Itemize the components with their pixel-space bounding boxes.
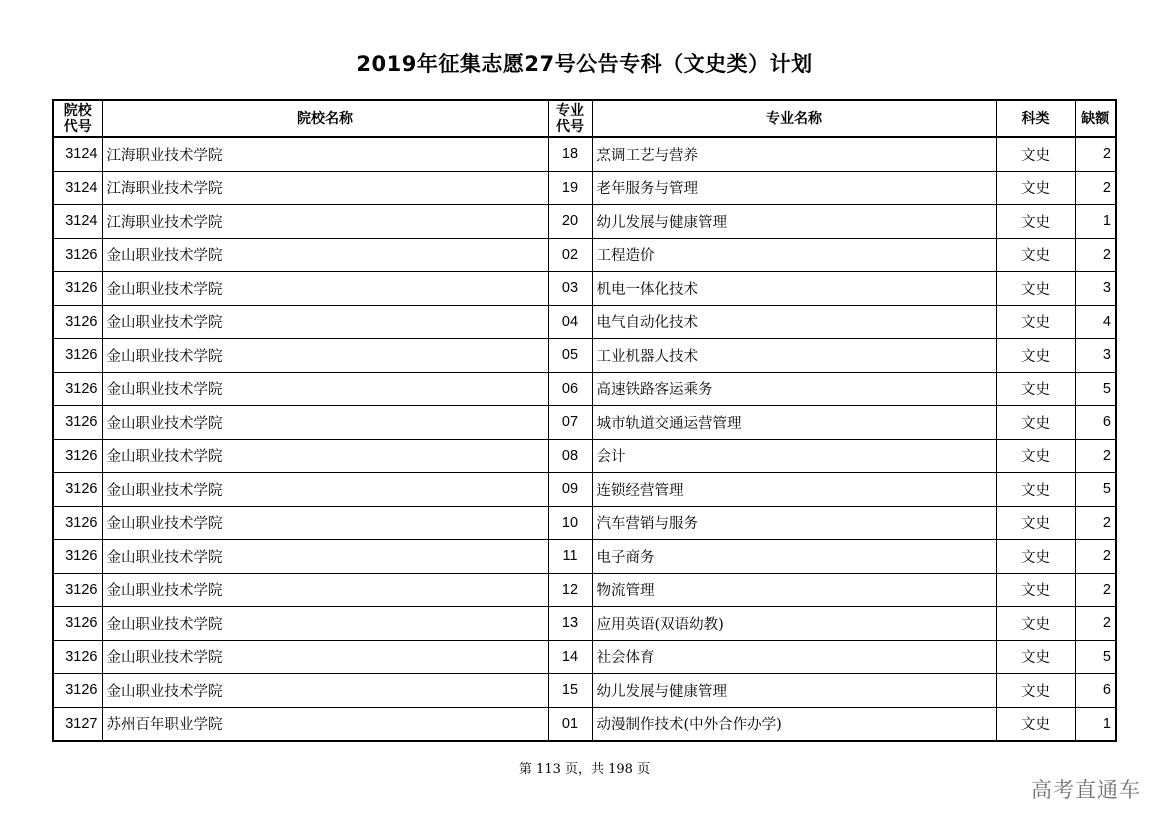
cell-category: 文史 — [996, 238, 1075, 272]
cell-major-code: 01 — [548, 707, 592, 741]
cell-school-name: 金山职业技术学院 — [102, 272, 548, 306]
table-row — [53, 573, 1116, 607]
cell-school-name: 金山职业技术学院 — [102, 305, 548, 339]
table-row — [53, 473, 1116, 507]
cell-major-code: 10 — [548, 506, 592, 540]
cell-school-code: 3124 — [53, 205, 102, 239]
cell-category: 文史 — [996, 272, 1075, 306]
cell-quota: 2 — [1075, 506, 1116, 540]
cell-major-name: 连锁经营管理 — [592, 473, 996, 507]
cell-school-name: 金山职业技术学院 — [102, 406, 548, 440]
cell-school-code: 3126 — [53, 272, 102, 306]
cell-school-code: 3126 — [53, 573, 102, 607]
cell-school-code: 3126 — [53, 473, 102, 507]
table-row — [53, 272, 1116, 306]
table-row — [53, 238, 1116, 272]
cell-major-name: 电气自动化技术 — [592, 305, 996, 339]
cell-school-name: 金山职业技术学院 — [102, 439, 548, 473]
cell-quota: 2 — [1075, 540, 1116, 574]
cell-school-name: 金山职业技术学院 — [102, 339, 548, 373]
cell-category: 文史 — [996, 171, 1075, 205]
cell-major-name: 烹调工艺与营养 — [592, 137, 996, 171]
cell-category: 文史 — [996, 674, 1075, 708]
cell-school-code: 3126 — [53, 305, 102, 339]
cell-school-name: 金山职业技术学院 — [102, 238, 548, 272]
table-row — [53, 406, 1116, 440]
cell-major-code: 20 — [548, 205, 592, 239]
cell-major-name: 工业机器人技术 — [592, 339, 996, 373]
cell-major-code: 13 — [548, 607, 592, 641]
cell-quota: 6 — [1075, 406, 1116, 440]
cell-quota: 3 — [1075, 272, 1116, 306]
header-school-code-line2: 代号 — [63, 118, 92, 135]
header-major-code-line1: 专业 — [556, 102, 584, 119]
cell-major-code: 09 — [548, 473, 592, 507]
cell-category: 文史 — [996, 339, 1075, 373]
cell-quota: 5 — [1075, 372, 1116, 406]
cell-school-name: 金山职业技术学院 — [102, 372, 548, 406]
cell-school-name: 江海职业技术学院 — [102, 137, 548, 171]
cell-major-name: 物流管理 — [592, 573, 996, 607]
cell-school-code: 3126 — [53, 540, 102, 574]
header-category: 科类 — [996, 100, 1075, 137]
cell-major-code: 06 — [548, 372, 592, 406]
cell-quota: 2 — [1075, 607, 1116, 641]
cell-school-name: 金山职业技术学院 — [102, 674, 548, 708]
cell-quota: 2 — [1075, 137, 1116, 171]
cell-major-name: 幼儿发展与健康管理 — [592, 205, 996, 239]
table-row — [53, 674, 1116, 708]
cell-category: 文史 — [996, 439, 1075, 473]
table-row — [53, 607, 1116, 641]
cell-major-name: 工程造价 — [592, 238, 996, 272]
cell-major-name: 高速铁路客运乘务 — [592, 372, 996, 406]
table-row — [53, 439, 1116, 473]
cell-major-code: 18 — [548, 137, 592, 171]
cell-category: 文史 — [996, 473, 1075, 507]
watermark-logo: 高考直通车 — [1031, 778, 1141, 802]
cell-major-code: 03 — [548, 272, 592, 306]
cell-major-code: 19 — [548, 171, 592, 205]
cell-school-name: 金山职业技术学院 — [102, 573, 548, 607]
cell-school-name: 苏州百年职业学院 — [102, 707, 548, 741]
cell-category: 文史 — [996, 573, 1075, 607]
header-school-name: 院校名称 — [102, 100, 548, 137]
page-number-footer: 第 113 页，共 198 页 — [518, 762, 651, 777]
cell-major-code: 04 — [548, 305, 592, 339]
cell-category: 文史 — [996, 640, 1075, 674]
cell-category: 文史 — [996, 137, 1075, 171]
cell-school-name: 江海职业技术学院 — [102, 205, 548, 239]
cell-quota: 2 — [1075, 573, 1116, 607]
cell-quota: 5 — [1075, 640, 1116, 674]
cell-major-code: 15 — [548, 674, 592, 708]
cell-school-name: 金山职业技术学院 — [102, 506, 548, 540]
table-row — [53, 506, 1116, 540]
cell-school-name: 金山职业技术学院 — [102, 640, 548, 674]
cell-school-code: 3126 — [53, 640, 102, 674]
cell-quota: 1 — [1075, 205, 1116, 239]
cell-quota: 1 — [1075, 707, 1116, 741]
cell-major-code: 12 — [548, 573, 592, 607]
cell-school-name: 江海职业技术学院 — [102, 171, 548, 205]
cell-school-code: 3126 — [53, 339, 102, 373]
enrollment-plan-table — [52, 99, 1117, 742]
cell-category: 文史 — [996, 305, 1075, 339]
cell-quota: 2 — [1075, 439, 1116, 473]
table-row — [53, 305, 1116, 339]
cell-quota: 2 — [1075, 238, 1116, 272]
header-school-code — [53, 100, 102, 137]
header-school-code-line1: 院校 — [63, 102, 92, 119]
cell-major-name: 动漫制作技术(中外合作办学) — [592, 707, 996, 741]
cell-school-code: 3124 — [53, 171, 102, 205]
table-row — [53, 640, 1116, 674]
cell-major-code: 07 — [548, 406, 592, 440]
cell-major-code: 08 — [548, 439, 592, 473]
cell-major-name: 应用英语(双语幼教) — [592, 607, 996, 641]
cell-category: 文史 — [996, 540, 1075, 574]
table-row — [53, 137, 1116, 171]
cell-school-code: 3124 — [53, 137, 102, 171]
cell-major-code: 11 — [548, 540, 592, 574]
cell-major-name: 幼儿发展与健康管理 — [592, 674, 996, 708]
cell-school-code: 3126 — [53, 439, 102, 473]
cell-major-code: 02 — [548, 238, 592, 272]
cell-school-code: 3126 — [53, 406, 102, 440]
cell-school-name: 金山职业技术学院 — [102, 540, 548, 574]
cell-category: 文史 — [996, 372, 1075, 406]
cell-category: 文史 — [996, 707, 1075, 741]
header-quota: 缺额 — [1075, 100, 1116, 137]
table-row — [53, 372, 1116, 406]
cell-school-code: 3126 — [53, 607, 102, 641]
cell-category: 文史 — [996, 506, 1075, 540]
table-body — [53, 137, 1116, 741]
header-major-code — [548, 100, 592, 137]
cell-school-name: 金山职业技术学院 — [102, 607, 548, 641]
page-title: 2019年征集志愿27号公告专科（文史类）计划 — [356, 52, 813, 76]
table-row — [53, 205, 1116, 239]
table-row — [53, 707, 1116, 741]
cell-major-name: 城市轨道交通运营管理 — [592, 406, 996, 440]
cell-quota: 4 — [1075, 305, 1116, 339]
cell-school-code: 3126 — [53, 372, 102, 406]
cell-quota: 3 — [1075, 339, 1116, 373]
cell-school-code: 3126 — [53, 238, 102, 272]
table-header — [53, 100, 1116, 137]
cell-major-code: 05 — [548, 339, 592, 373]
table-header-row — [53, 100, 1116, 137]
cell-major-name: 汽车营销与服务 — [592, 506, 996, 540]
cell-category: 文史 — [996, 607, 1075, 641]
cell-category: 文史 — [996, 205, 1075, 239]
cell-school-code: 3127 — [53, 707, 102, 741]
cell-quota: 2 — [1075, 171, 1116, 205]
cell-major-name: 电子商务 — [592, 540, 996, 574]
cell-major-name: 老年服务与管理 — [592, 171, 996, 205]
cell-school-code: 3126 — [53, 506, 102, 540]
cell-category: 文史 — [996, 406, 1075, 440]
table-row — [53, 540, 1116, 574]
table-row — [53, 339, 1116, 373]
cell-major-name: 社会体育 — [592, 640, 996, 674]
header-major-name: 专业名称 — [592, 100, 996, 137]
cell-school-name: 金山职业技术学院 — [102, 473, 548, 507]
cell-major-name: 会计 — [592, 439, 996, 473]
cell-major-code: 14 — [548, 640, 592, 674]
cell-school-code: 3126 — [53, 674, 102, 708]
cell-quota: 6 — [1075, 674, 1116, 708]
table-row — [53, 171, 1116, 205]
cell-major-name: 机电一体化技术 — [592, 272, 996, 306]
cell-quota: 5 — [1075, 473, 1116, 507]
header-major-code-line2: 代号 — [556, 118, 584, 135]
